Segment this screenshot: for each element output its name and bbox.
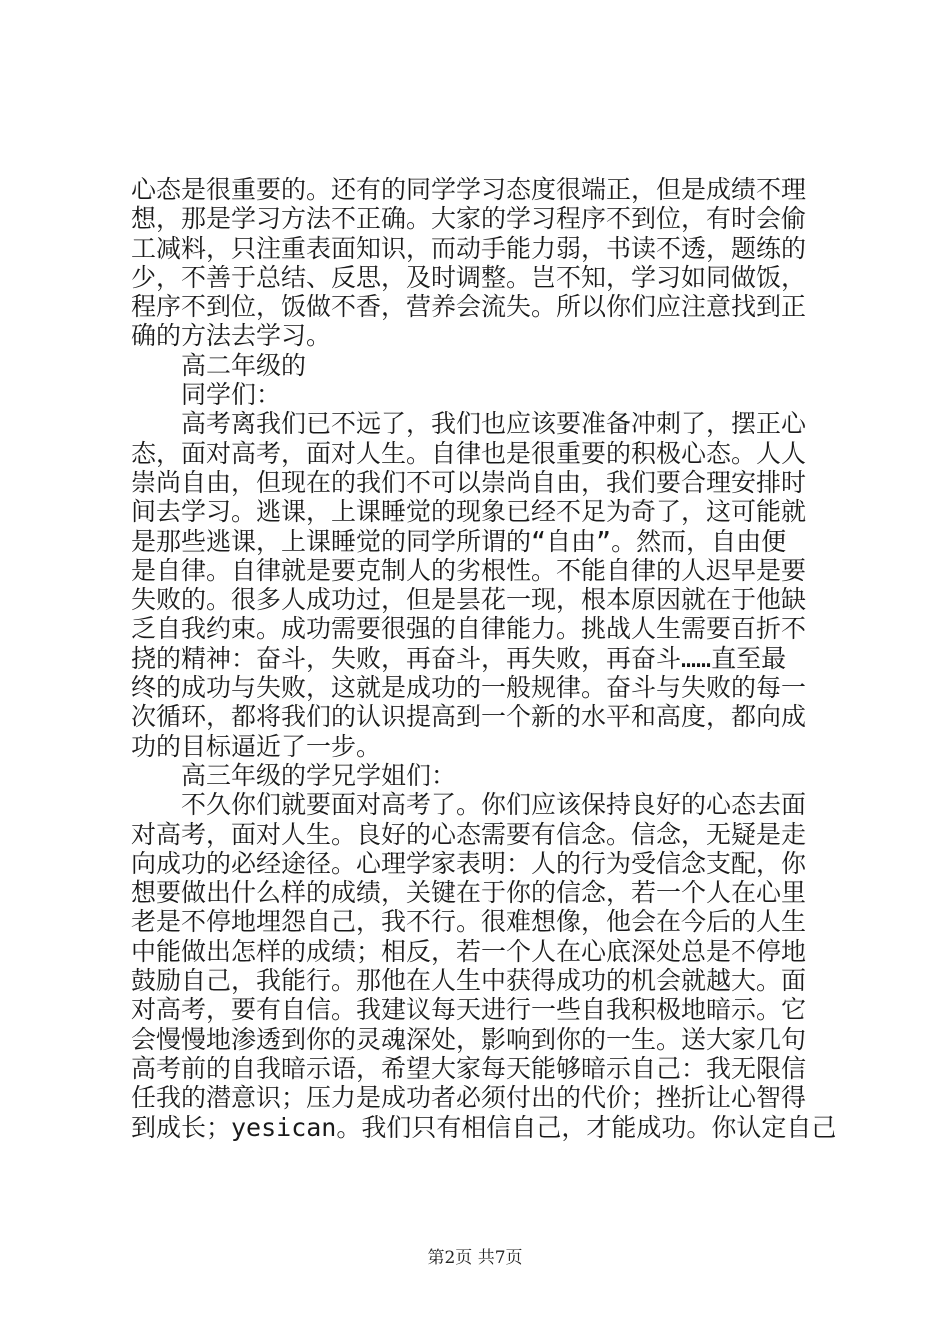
text-line: 老是不停地埋怨自己，我不行。很难想像，他会在今后的人生 — [131, 907, 807, 937]
text-line: 确的方法去学习。 — [131, 321, 332, 351]
text-line: 挠的精神：奋斗，失败，再奋斗，再失败，再奋斗……直至最 — [131, 643, 787, 673]
text-line: 鼓励自己，我能行。那他在人生中获得成功的机会就越大。面 — [131, 966, 807, 996]
salutation: 高三年级的学兄学姐们： — [181, 760, 457, 790]
text-line: 心态是很重要的。还有的同学学习态度很端正，但是成绩不理 — [131, 175, 807, 204]
body-text — [131, 175, 837, 1142]
text-line: 高考离我们已不远了，我们也应该要准备冲刺了，摆正心 — [181, 409, 807, 439]
text-line: 是自律。自律就是要克制人的劣根性。不能自律的人迟早是要 — [131, 555, 807, 585]
text-line: 间去学习。逃课，上课睡觉的现象已经不足为奇了，这可能就 — [131, 497, 807, 527]
text-line: 会慢慢地渗透到你的灵魂深处，影响到你的一生。送大家几句 — [131, 1024, 807, 1054]
text-line: 终的成功与失败，这就是成功的一般规律。奋斗与失败的每一 — [131, 673, 807, 703]
text-line: 中能做出怎样的成绩；相反，若一个人在心底深处总是不停地 — [131, 936, 807, 966]
text-line: 乏自我约束。成功需要很强的自律能力。挑战人生需要百折不 — [131, 614, 807, 644]
text-line: 失败的。很多人成功过，但是昙花一现，根本原因就在于他缺 — [131, 585, 807, 615]
text-line: 少，不善于总结、反思，及时调整。岂不知，学习如同做饭， — [131, 262, 807, 292]
text-line: 工减料，只注重表面知识，而动手能力弱，书读不透，题练的 — [131, 233, 807, 263]
text-line: 次循环，都将我们的认识提高到一个新的水平和高度，都向成 — [131, 702, 807, 732]
text-line: 想，那是学习方法不正确。大家的学习程序不到位，有时会偷 — [131, 204, 807, 234]
text-line: 对高考，要有自信。我建议每天进行一些自我积极地暗示。它 — [131, 995, 807, 1025]
text-line: 程序不到位，饭做不香，营养会流失。所以你们应注意找到正 — [131, 292, 807, 322]
text-line: 不久你们就要面对高考了。你们应该保持良好的心态去面 — [181, 790, 807, 820]
text-line: 到成长；yesican。我们只有相信自己，才能成功。你认定自己 — [131, 1112, 837, 1142]
text-line: 想要做出什么样的成绩，关键在于你的信念，若一个人在心里 — [131, 878, 807, 908]
text-line: 向成功的必经途径。心理学家表明：人的行为受信念支配，你 — [131, 848, 807, 878]
text-line: 态，面对高考，面对人生。自律也是很重要的积极心态。人人 — [131, 438, 807, 468]
text-line: 功的目标逼近了一步。 — [131, 731, 382, 761]
text-line: 是那些逃课，上课睡觉的同学所谓的“自由”。然而，自由便 — [131, 526, 787, 556]
salutation: 同学们： — [181, 380, 282, 410]
text-line: 高考前的自我暗示语，希望大家每天能够暗示自己：我无限信 — [131, 1053, 807, 1083]
text-line: 崇尚自由，但现在的我们不可以崇尚自由，我们要合理安排时 — [131, 467, 807, 497]
text-line: 对高考，面对人生。良好的心态需要有信念。信念，无疑是走 — [131, 819, 807, 849]
section-heading: 高二年级的 — [181, 350, 307, 380]
page-number-footer: 第2页 共7页 — [427, 1248, 523, 1268]
text-line: 任我的潜意识；压力是成功者必须付出的代价；挫折让心智得 — [131, 1083, 807, 1113]
